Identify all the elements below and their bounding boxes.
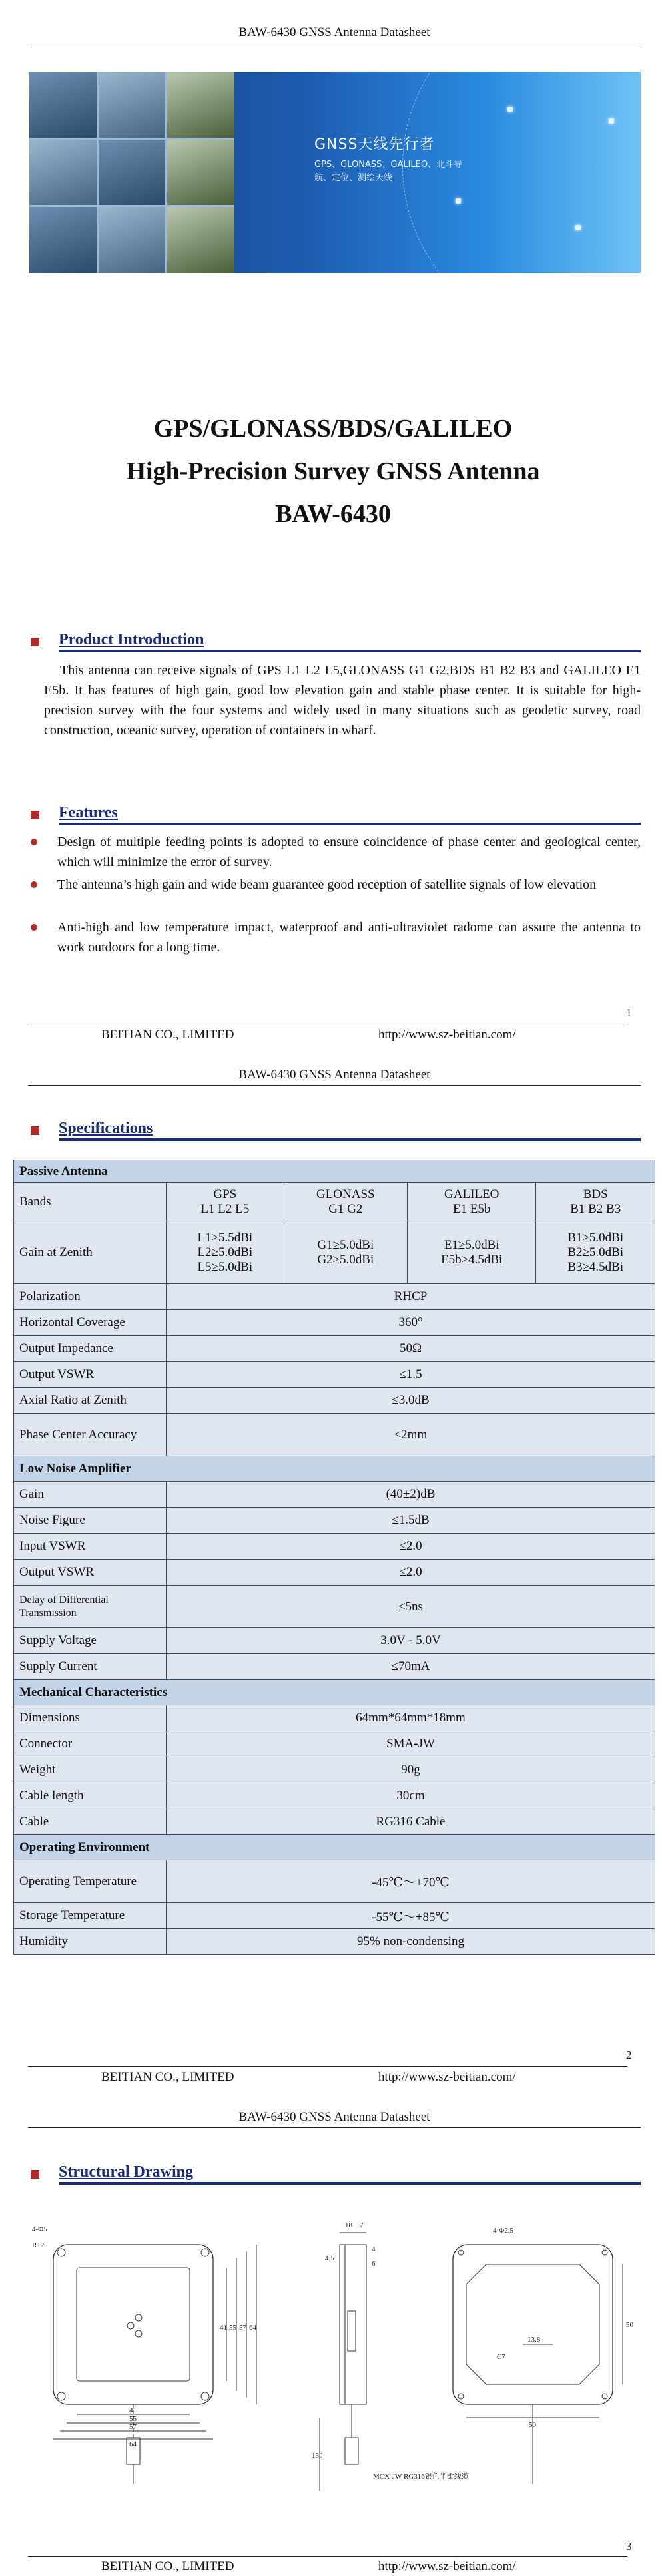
spec-value: -55℃～+85℃: [166, 1903, 655, 1929]
dim-label: 55: [129, 2415, 137, 2423]
dim-label: 4-Φ2.5: [493, 2227, 513, 2235]
spec-label: Humidity: [14, 1929, 166, 1955]
spec-value: (40±2)dB: [166, 1482, 655, 1508]
feature-item: The antenna’s high gain and wide beam guarantee good reception of satellite signals of low elevation: [31, 875, 641, 895]
spec-value: ≤2.0: [166, 1560, 655, 1586]
gain-cell: E1≥5.0dBi E5b≥4.5dBi: [407, 1221, 535, 1284]
satellite-icon: [575, 225, 581, 230]
group-title: Low Noise Amplifier: [14, 1456, 655, 1482]
section-features: [31, 804, 641, 825]
spec-label: Input VSWR: [14, 1534, 166, 1560]
doc-title-line1: GPS/GLONASS/BDS/GALILEO: [153, 415, 513, 443]
spec-value: ≤2.0: [166, 1534, 655, 1560]
footer-url[interactable]: http://www.sz-beitian.com/: [378, 2070, 516, 2084]
dim-label: 4.5: [325, 2254, 334, 2262]
dim-label: 41: [129, 2406, 137, 2414]
section-specifications: [31, 1120, 641, 1141]
band-cell: GALILEO E1 E5b: [407, 1183, 535, 1221]
group-title: Passive Antenna: [14, 1160, 655, 1183]
bullet-dot-icon: [31, 839, 37, 845]
spec-label: Bands: [14, 1183, 166, 1221]
spec-value: 3.0V - 5.0V: [166, 1628, 655, 1654]
side-view-drawing: [320, 2233, 366, 2491]
band-cell: BDS B1 B2 B3: [536, 1183, 655, 1221]
section-heading: Structural Drawing: [59, 2163, 193, 2181]
feature-item: Design of multiple feeding points is adopted to ensure coincidence of phase center and geological center, which will minimize the error of survey.: [31, 832, 641, 872]
spec-label: Axial Ratio at Zenith: [14, 1388, 166, 1414]
spec-value: 50Ω: [166, 1336, 655, 1362]
spec-label: Output Impedance: [14, 1336, 166, 1362]
spec-label: Dimensions: [14, 1705, 166, 1731]
page-header: BAW-6430 GNSS Antenna Datasheet: [28, 25, 641, 43]
spec-value: ≤70mA: [166, 1654, 655, 1680]
dim-label: 50: [529, 2421, 536, 2429]
spec-label: Phase Center Accuracy: [14, 1414, 166, 1456]
page-header: BAW-6430 GNSS Antenna Datasheet: [28, 1068, 641, 1086]
feature-item: Anti-high and low temperature impact, waterproof and anti-ultraviolet radome can assure the antenna to work outdoors for a long time.: [31, 917, 641, 957]
top-view-drawing: [53, 2245, 256, 2484]
spec-label: Supply Current: [14, 1654, 166, 1680]
spec-label: Output VSWR: [14, 1560, 166, 1586]
spec-label: Output VSWR: [14, 1362, 166, 1388]
footer-company: BEITIAN CO., LIMITED: [101, 2070, 234, 2084]
banner-image: [29, 72, 641, 273]
spec-label: Polarization: [14, 1284, 166, 1310]
spec-label: Noise Figure: [14, 1508, 166, 1534]
dim-label: C7: [497, 2353, 505, 2361]
specifications-table: [13, 1160, 655, 1955]
bullet-dot-icon: [31, 924, 37, 931]
group-title: Operating Environment: [14, 1835, 655, 1860]
spec-label: Cable length: [14, 1783, 166, 1809]
section-heading: Product Introduction: [59, 631, 204, 648]
spec-label: Supply Voltage: [14, 1628, 166, 1654]
banner-title: GNSS天线先行者: [314, 136, 435, 153]
product-intro-text: This antenna can receive signals of GPS L1 L2 L5,GLONASS G1 G2,BDS B1 B2 B3 and GALILEO E1 E5b. It has features of high gain, good low elevation gain and stable phase center. It is suitable for high-precision survey with the four systems and widely used in many situations such as geodetic survey, road construction, oceanic survey, operation of containers in wharf.: [44, 663, 641, 738]
spec-label: Horizontal Coverage: [14, 1310, 166, 1336]
footer-company: BEITIAN CO., LIMITED: [101, 2559, 234, 2573]
satellite-icon: [609, 118, 614, 124]
section-heading: Features: [59, 804, 118, 821]
spec-value: SMA-JW: [166, 1731, 655, 1757]
dim-label: 4-Φ5: [32, 2225, 47, 2233]
spec-label: Gain: [14, 1482, 166, 1508]
spec-label: Storage Temperature: [14, 1903, 166, 1929]
dim-label: 4: [372, 2245, 376, 2253]
dim-label: 130: [312, 2452, 323, 2460]
dim-label: 6: [372, 2260, 376, 2268]
banner-subtitle: GPS、GLONASS、GALILEO、北斗导航、定位、测绘天线: [314, 160, 463, 183]
doc-title-line2: High-Precision Survey GNSS Antenna: [126, 457, 540, 485]
dim-label: 41: [220, 2324, 227, 2332]
dim-label: 55: [229, 2324, 236, 2332]
banner-photo-collage: [29, 72, 234, 273]
gain-cell: L1≥5.5dBi L2≥5.0dBi L5≥5.0dBi: [166, 1221, 284, 1284]
cable-note: MCX-JW RG316银色半柔线缆: [373, 2473, 469, 2481]
spec-value: ≤1.5: [166, 1362, 655, 1388]
satellite-icon: [507, 107, 513, 112]
spec-value: ≤5ns: [166, 1586, 655, 1628]
dim-label: 64: [249, 2324, 256, 2332]
bullet-dot-icon: [31, 881, 37, 888]
dim-label: 50: [626, 2321, 633, 2329]
section-bullet-icon: [31, 811, 39, 819]
spec-value: ≤2mm: [166, 1414, 655, 1456]
spec-value: 90g: [166, 1757, 655, 1783]
footer-company: BEITIAN CO., LIMITED: [101, 1028, 234, 1042]
dim-label: 18: [345, 2221, 352, 2229]
page-header: BAW-6430 GNSS Antenna Datasheet: [28, 2110, 641, 2128]
spec-value: 30cm: [166, 1783, 655, 1809]
section-product-introduction: [31, 631, 641, 652]
gain-cell: G1≥5.0dBi G2≥5.0dBi: [284, 1221, 407, 1284]
spec-value: RHCP: [166, 1284, 655, 1310]
spec-label: Gain at Zenith: [14, 1221, 166, 1284]
dim-label: 7: [360, 2221, 364, 2229]
spec-value: ≤1.5dB: [166, 1508, 655, 1534]
page-number: 1: [626, 1006, 632, 1019]
footer-url[interactable]: http://www.sz-beitian.com/: [378, 2559, 516, 2573]
satellite-icon: [456, 198, 461, 204]
bottom-view-drawing: [453, 2245, 623, 2484]
spec-value: -45℃～+70℃: [166, 1860, 655, 1903]
section-heading: Specifications: [59, 1120, 153, 1137]
footer-url[interactable]: http://www.sz-beitian.com/: [378, 1028, 516, 1042]
band-cell: GLONASS G1 G2: [284, 1183, 407, 1221]
structural-drawing: [27, 2218, 639, 2504]
section-bullet-icon: [31, 2170, 39, 2179]
band-cell: GPS L1 L2 L5: [166, 1183, 284, 1221]
doc-title-line3: BAW-6430: [275, 500, 391, 528]
page-number: 3: [626, 2540, 632, 2553]
spec-value: ≤3.0dB: [166, 1388, 655, 1414]
dim-label: 57: [239, 2324, 246, 2332]
spec-value: 360°: [166, 1310, 655, 1336]
section-bullet-icon: [31, 1126, 39, 1135]
spec-value: 95% non-condensing: [166, 1929, 655, 1955]
dim-label: 57: [129, 2423, 137, 2431]
dim-label: 13.8: [527, 2336, 541, 2344]
spec-label: Delay of Differential Transmission: [14, 1586, 166, 1628]
spec-label: Cable: [14, 1809, 166, 1835]
spec-label: Operating Temperature: [14, 1860, 166, 1903]
spec-value: RG316 Cable: [166, 1809, 655, 1835]
spec-label: Connector: [14, 1731, 166, 1757]
spec-value: 64mm*64mm*18mm: [166, 1705, 655, 1731]
gain-cell: B1≥5.0dBi B2≥5.0dBi B3≥4.5dBi: [536, 1221, 655, 1284]
dim-label: R12: [32, 2241, 45, 2249]
spec-label: Weight: [14, 1757, 166, 1783]
section-bullet-icon: [31, 638, 39, 646]
page-number: 2: [626, 2049, 632, 2061]
dim-label: 64: [129, 2440, 137, 2448]
section-structural-drawing: [31, 2163, 641, 2185]
group-title: Mechanical Characteristics: [14, 1680, 655, 1705]
